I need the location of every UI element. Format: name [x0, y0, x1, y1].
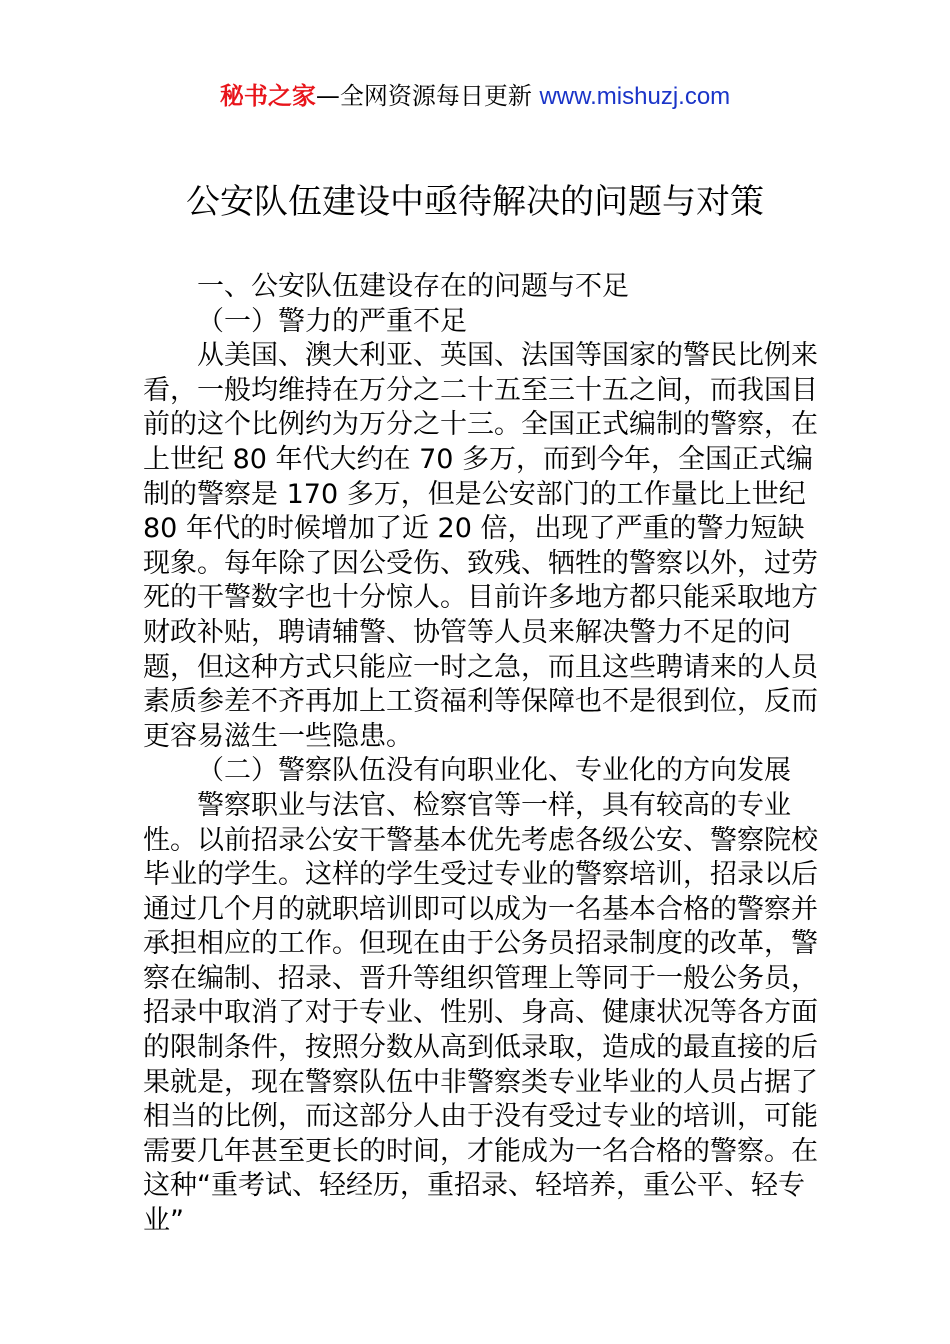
site-url-link[interactable]: www.mishuzj.com — [539, 83, 731, 110]
document-body — [143, 270, 823, 1239]
site-tagline: —全网资源每日更新 — [315, 82, 532, 110]
document-title: 公安队伍建设中亟待解决的问题与对策 — [186, 182, 764, 222]
site-banner — [0, 80, 950, 113]
subsection-1-paragraph: 从美国、澳大利亚、英国、法国等国家的警民比例来看，一般均维持在万分之二十五至三十五之间，而我国目前的这个比例约为万分之十三。全国正式编制的警察，在上世纪 80 年代大约在 70 多万，而到今年，全国正式编制的警察是 170 多万，但是公安部门的工作量比上世纪 80 年代的时候增加了近 20 倍，出现了严重的警力短缺现象。每年除了因公受伤、致残、牺牲的警察以外，过劳死的干警数字也十分惊人。目前许多地方都只能采取地方财政补贴，聘请辅警、协管等人员来解决警力不足的问题，但这种方式只能应一时之急，而且这些聘请来的人员素质参差不齐再加上工资福利等保障也不是很到位，反而更容易滋生一些隐患。 — [143, 340, 818, 752]
subsection-1-heading: （一）警力的严重不足 — [197, 305, 467, 337]
section-1-heading: 一、公安队伍建设存在的问题与不足 — [197, 271, 629, 302]
subsection-2-heading: （二）警察队伍没有向职业化、专业化的方向发展 — [197, 755, 791, 787]
subsection-2-paragraph: 警察职业与法官、检察官等一样，具有较高的专业性。以前招录公安干警基本优先考虑各级公安、警察院校毕业的学生。这样的学生受过专业的警察培训，招录以后通过几个月的就职培训即可以成为一名基本合格的警察并承担相应的工作。但现在由于公务员招录制度的改革，警察在编制、招录、晋升等组织管理上等同于一般公务员，招录中取消了对于专业、性别、身高、健康状况等各方面的限制条件，按照分数从高到低录取，造成的最直接的后果就是，现在警察队伍中非警察类专业毕业的人员占据了相当的比例，而这部分人由于没有受过专业的培训，可能需要几年甚至更长的时间，才能成为一名合格的警察。在这种“重考试、轻经历，重招录、轻培养，重公平、轻专业” — [143, 789, 818, 1237]
site-brand: 秘书之家 — [219, 82, 316, 110]
